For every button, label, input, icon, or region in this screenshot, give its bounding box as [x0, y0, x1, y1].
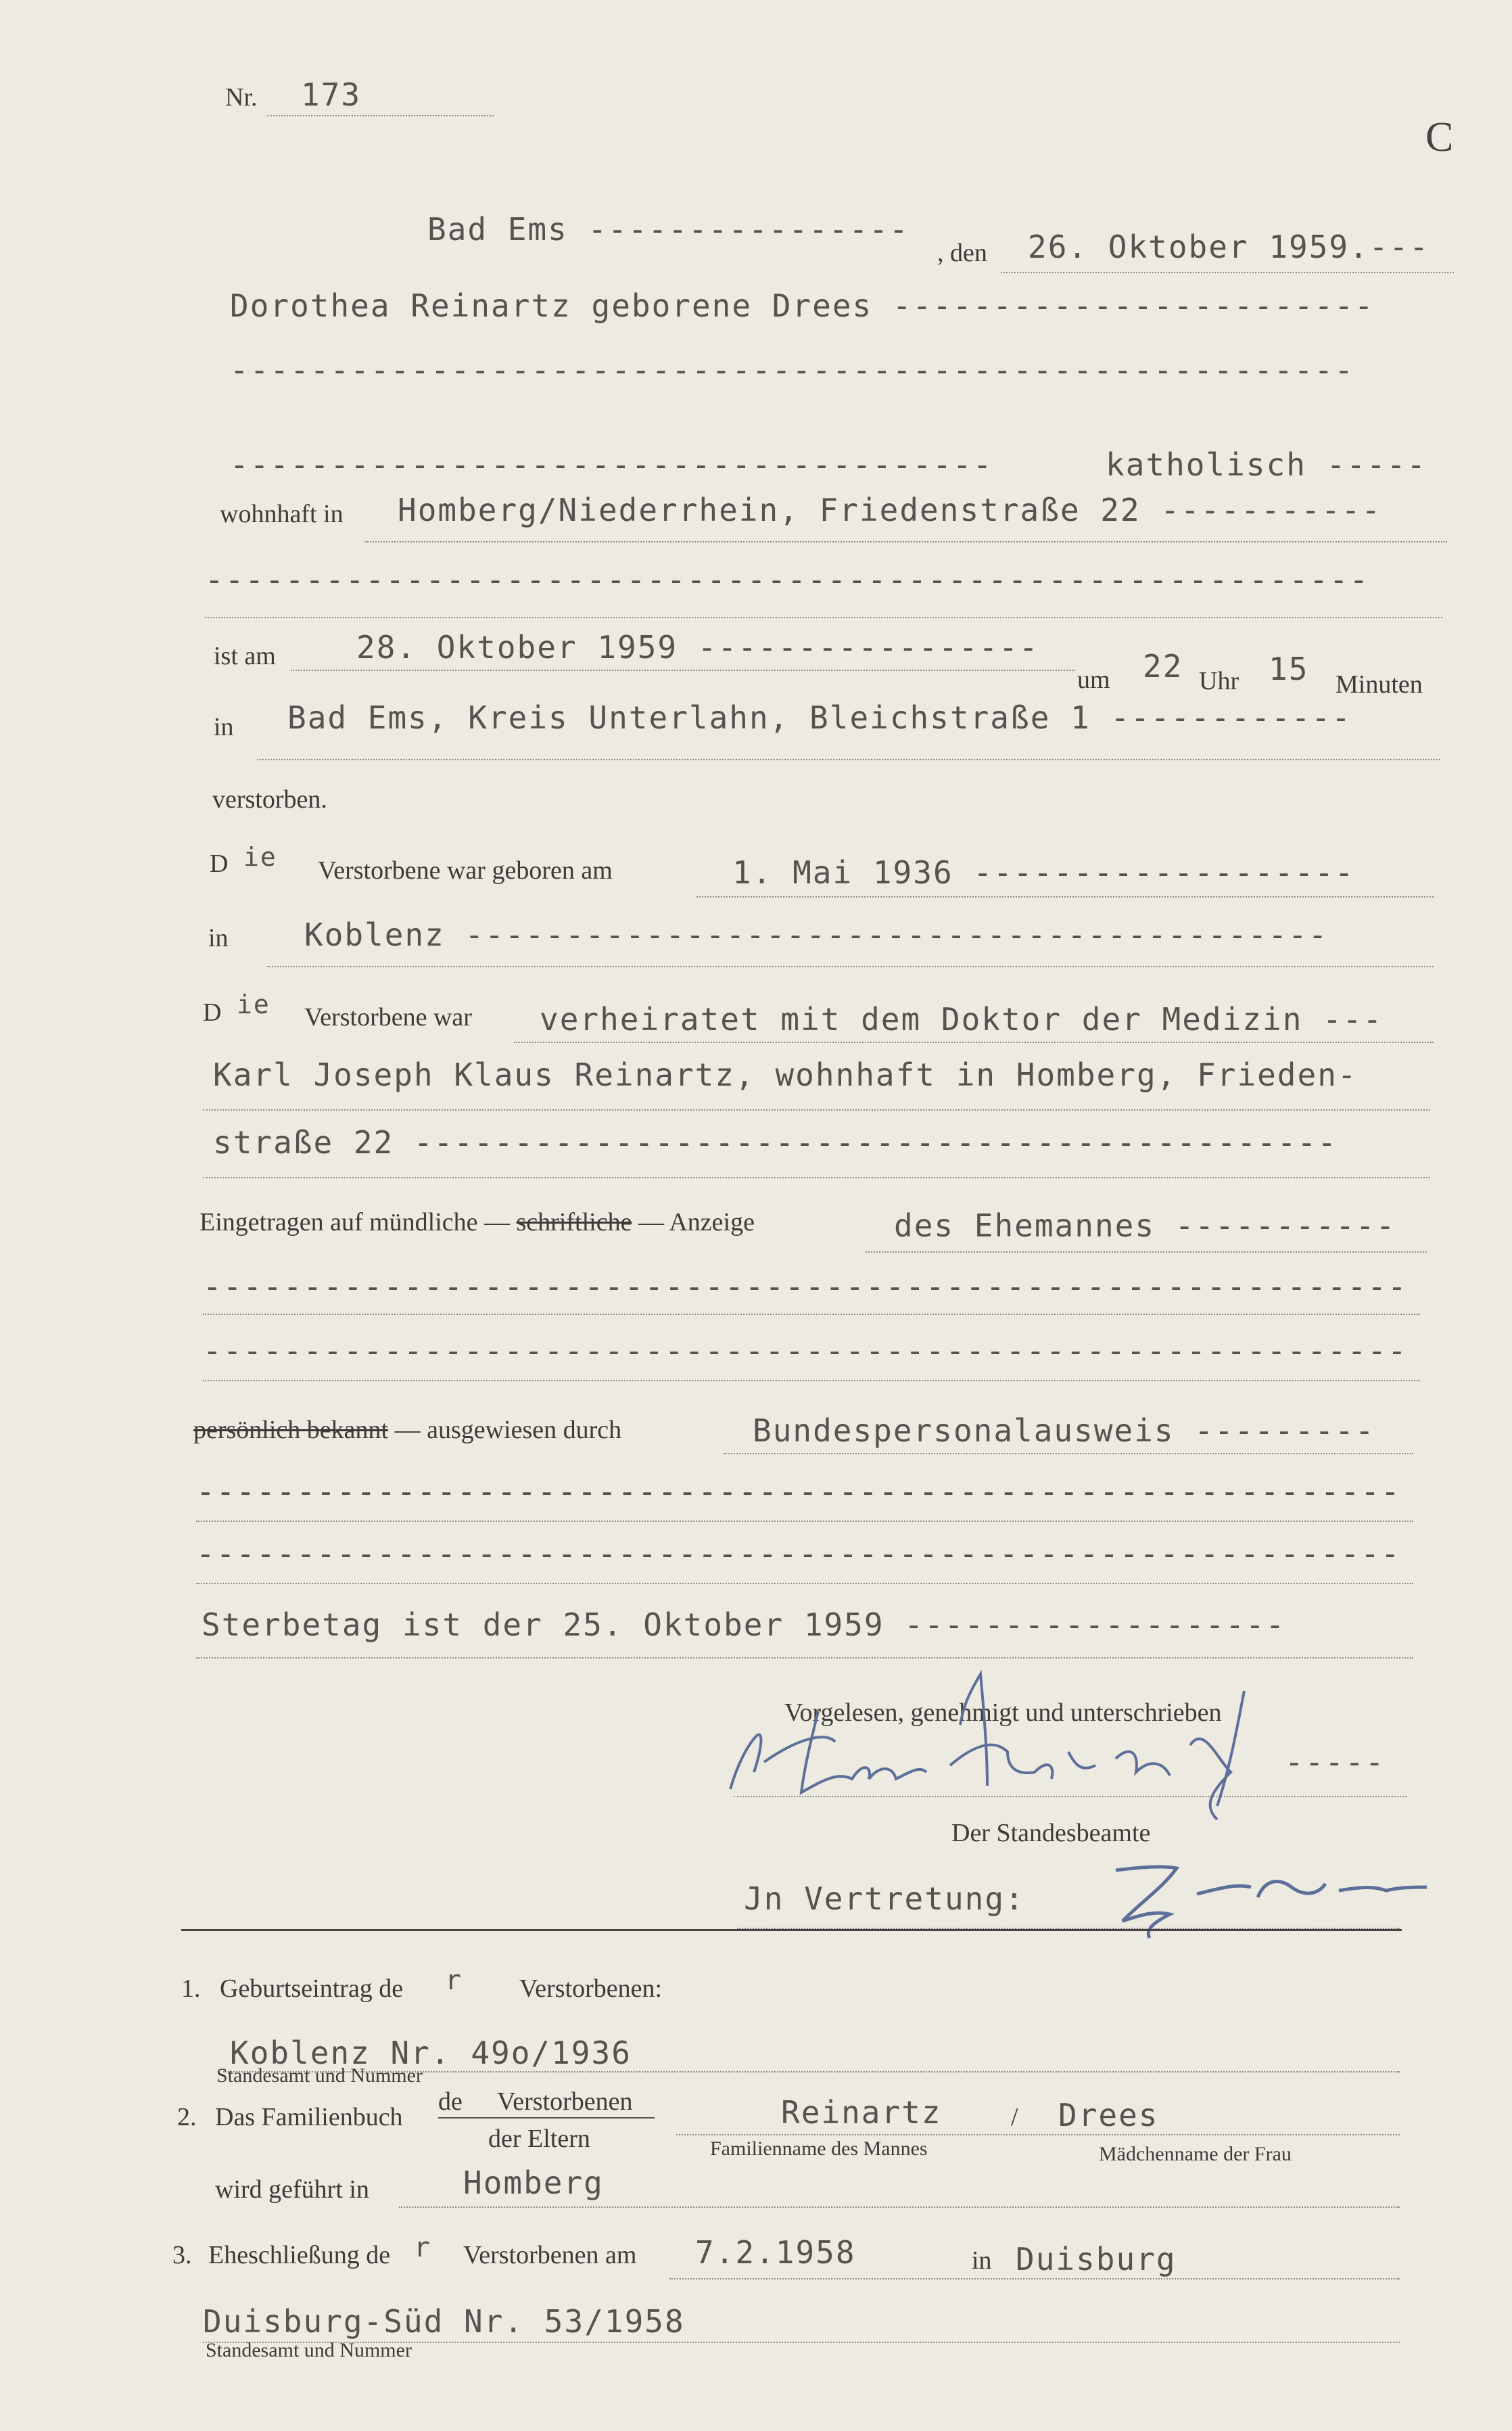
birth-place-dotted-line	[267, 966, 1434, 967]
name-line-3: --------------------------------------	[230, 446, 993, 483]
uhr-label: Uhr	[1199, 667, 1239, 695]
residence-dotted-line	[365, 541, 1447, 542]
marital-d-label: D	[203, 998, 222, 1027]
sterbetag-dotted-line	[196, 1657, 1413, 1659]
nr-label: Nr.	[225, 83, 258, 112]
identity-dotted-line-3	[196, 1583, 1413, 1584]
identity-line-3: ------------------------------------------------------------	[196, 1535, 1401, 1572]
deputy-label: Jn Vertretung:	[744, 1880, 1025, 1917]
item3-date: 7.2.1958	[695, 2234, 856, 2271]
item1-value: Koblenz Nr. 49o/1936	[230, 2035, 632, 2071]
marital-dotted-line-2	[203, 1109, 1430, 1111]
name-line-2: --------------------------------------------------------	[230, 352, 1354, 388]
nr-value: 173	[301, 76, 362, 113]
item3-value: Duisburg-Süd Nr. 53/1958	[203, 2303, 685, 2340]
birth-ie: ie	[243, 842, 277, 872]
item3-label2: Verstorbenen am	[463, 2241, 637, 2269]
item3-caption: Standesamt und Nummer	[206, 2339, 412, 2361]
signature-dash: -----	[1285, 1744, 1386, 1780]
registered-label	[199, 1207, 755, 1237]
registered-label-part2: — Anzeige	[638, 1208, 755, 1236]
corner-letter: C	[1425, 114, 1454, 160]
identity-dotted-line	[724, 1453, 1413, 1454]
section-divider	[181, 1929, 1402, 1931]
item2-held-value: Homberg	[463, 2164, 604, 2201]
item2-separator: /	[1011, 2103, 1018, 2131]
birth-place-value: Koblenz -------------------------------------------	[304, 917, 1329, 953]
residence-label: wohnhaft in	[220, 500, 344, 528]
item2-option-1b: Verstorbenen	[497, 2087, 633, 2116]
item2-wife-caption: Mädchenname der Frau	[1099, 2143, 1292, 2165]
registered-dotted-line-3	[203, 1380, 1420, 1381]
identity-line-2: ------------------------------------------------------------	[196, 1473, 1401, 1510]
minuten-label: Minuten	[1336, 670, 1423, 699]
death-date-value: 28. Oktober 1959 -----------------	[356, 629, 1039, 666]
death-place-value: Bad Ems, Kreis Unterlahn, Bleichstraße 1 ------------	[287, 699, 1352, 736]
official-label: Der Standesbeamte	[951, 1819, 1151, 1847]
death-hour: 22	[1143, 648, 1183, 685]
residence-dotted-line-2	[205, 617, 1442, 618]
item2-husband-caption: Familienname des Mannes	[710, 2137, 928, 2160]
registered-dotted-line-2	[203, 1314, 1420, 1315]
item3-suffix: r	[414, 2232, 432, 2263]
deceased-name: Dorothea Reinartz geborene Drees ------------------------	[230, 287, 1375, 324]
registrar-signature-image	[1102, 1786, 1440, 1941]
death-date-dotted-line	[291, 670, 1075, 671]
registered-line-3: ------------------------------------------------------------	[203, 1333, 1408, 1369]
residence-line-2: ----------------------------------------------------------	[205, 561, 1370, 598]
nr-dotted-line	[267, 115, 494, 116]
item1-suffix: r	[445, 1965, 463, 1996]
identity-label-text: — ausgewiesen durch	[394, 1416, 622, 1444]
birth-place-label: in	[208, 924, 229, 952]
residence-value: Homberg/Niederrhein, Friedenstraße 22 -----------	[398, 492, 1382, 528]
date-dotted-line	[1001, 272, 1454, 273]
item1-number: 1.	[181, 1974, 201, 2003]
birth-date-dotted-line	[696, 896, 1434, 898]
item2-label: Das Familienbuch	[215, 2103, 403, 2131]
birth-label: Verstorbene war geboren am	[318, 856, 613, 885]
den-label: , den	[937, 239, 987, 267]
marital-value-3: straße 22 ----------------------------------------------	[213, 1124, 1338, 1161]
identity-label	[193, 1415, 621, 1445]
item3-number: 3.	[172, 2241, 192, 2269]
birth-date-value: 1. Mai 1936 -------------------	[732, 854, 1355, 891]
item3-label: Eheschließung de	[208, 2241, 391, 2269]
marital-label: Verstorbene war	[304, 1003, 472, 1032]
identity-struck-option: persönlich bekannt	[193, 1416, 389, 1444]
item2-held-dotted-line	[399, 2206, 1400, 2208]
read-approved-label: Vorgelesen, genehmigt und unterschrieben	[784, 1698, 1222, 1727]
place-value: Bad Ems ----------------	[427, 211, 909, 248]
marital-dotted-line	[514, 1042, 1434, 1043]
item2-held-label: wird geführt in	[215, 2175, 369, 2204]
um-label: um	[1077, 666, 1110, 694]
item3-place: Duisburg	[1016, 2241, 1177, 2277]
marital-ie: ie	[237, 990, 270, 1019]
identity-value: Bundespersonalausweis ---------	[753, 1412, 1375, 1449]
registered-dotted-line	[866, 1251, 1427, 1253]
birth-d-label: D	[210, 850, 229, 878]
item1-label: Geburtseintrag de	[220, 1974, 404, 2003]
item3-in-label: in	[972, 2246, 992, 2275]
marital-dotted-line-3	[203, 1177, 1430, 1178]
item2-names-dotted-line	[676, 2134, 1400, 2135]
item2-option-divider	[438, 2117, 655, 2119]
item2-wife-name: Drees	[1058, 2097, 1159, 2133]
registered-struck-option: schriftliche	[516, 1208, 632, 1236]
item2-husband-name: Reinartz	[781, 2094, 942, 2131]
death-place-label: in	[214, 713, 234, 741]
death-minutes: 15	[1269, 651, 1309, 687]
sterbetag-note: Sterbetag ist der 25. Oktober 1959 -------------------	[202, 1606, 1286, 1643]
registered-value: des Ehemannes -----------	[894, 1207, 1396, 1244]
item2-option-2: der Eltern	[488, 2125, 590, 2153]
item1-label2: Verstorbenen:	[519, 1974, 663, 2003]
death-place-dotted-line	[257, 759, 1440, 760]
item3-dotted-line	[669, 2278, 1400, 2279]
death-date-label: ist am	[214, 642, 276, 670]
identity-dotted-line-2	[196, 1521, 1413, 1522]
item1-caption: Standesamt und Nummer	[216, 2064, 423, 2087]
item2-option-1a: de	[438, 2087, 463, 2116]
date-value: 26. Oktober 1959.---	[1028, 229, 1430, 265]
marital-value-1: verheiratet mit dem Doktor der Medizin ---	[540, 1001, 1384, 1038]
marital-value-2: Karl Joseph Klaus Reinartz, wohnhaft in Homberg, Frieden-	[213, 1057, 1358, 1093]
item2-number: 2.	[177, 2103, 197, 2131]
registered-label-part1: Eingetragen auf mündliche —	[199, 1208, 511, 1236]
verstorben-label: verstorben.	[212, 785, 327, 814]
religion-value: katholisch -----	[1106, 446, 1427, 483]
registered-line-2: ------------------------------------------------------------	[203, 1268, 1408, 1305]
